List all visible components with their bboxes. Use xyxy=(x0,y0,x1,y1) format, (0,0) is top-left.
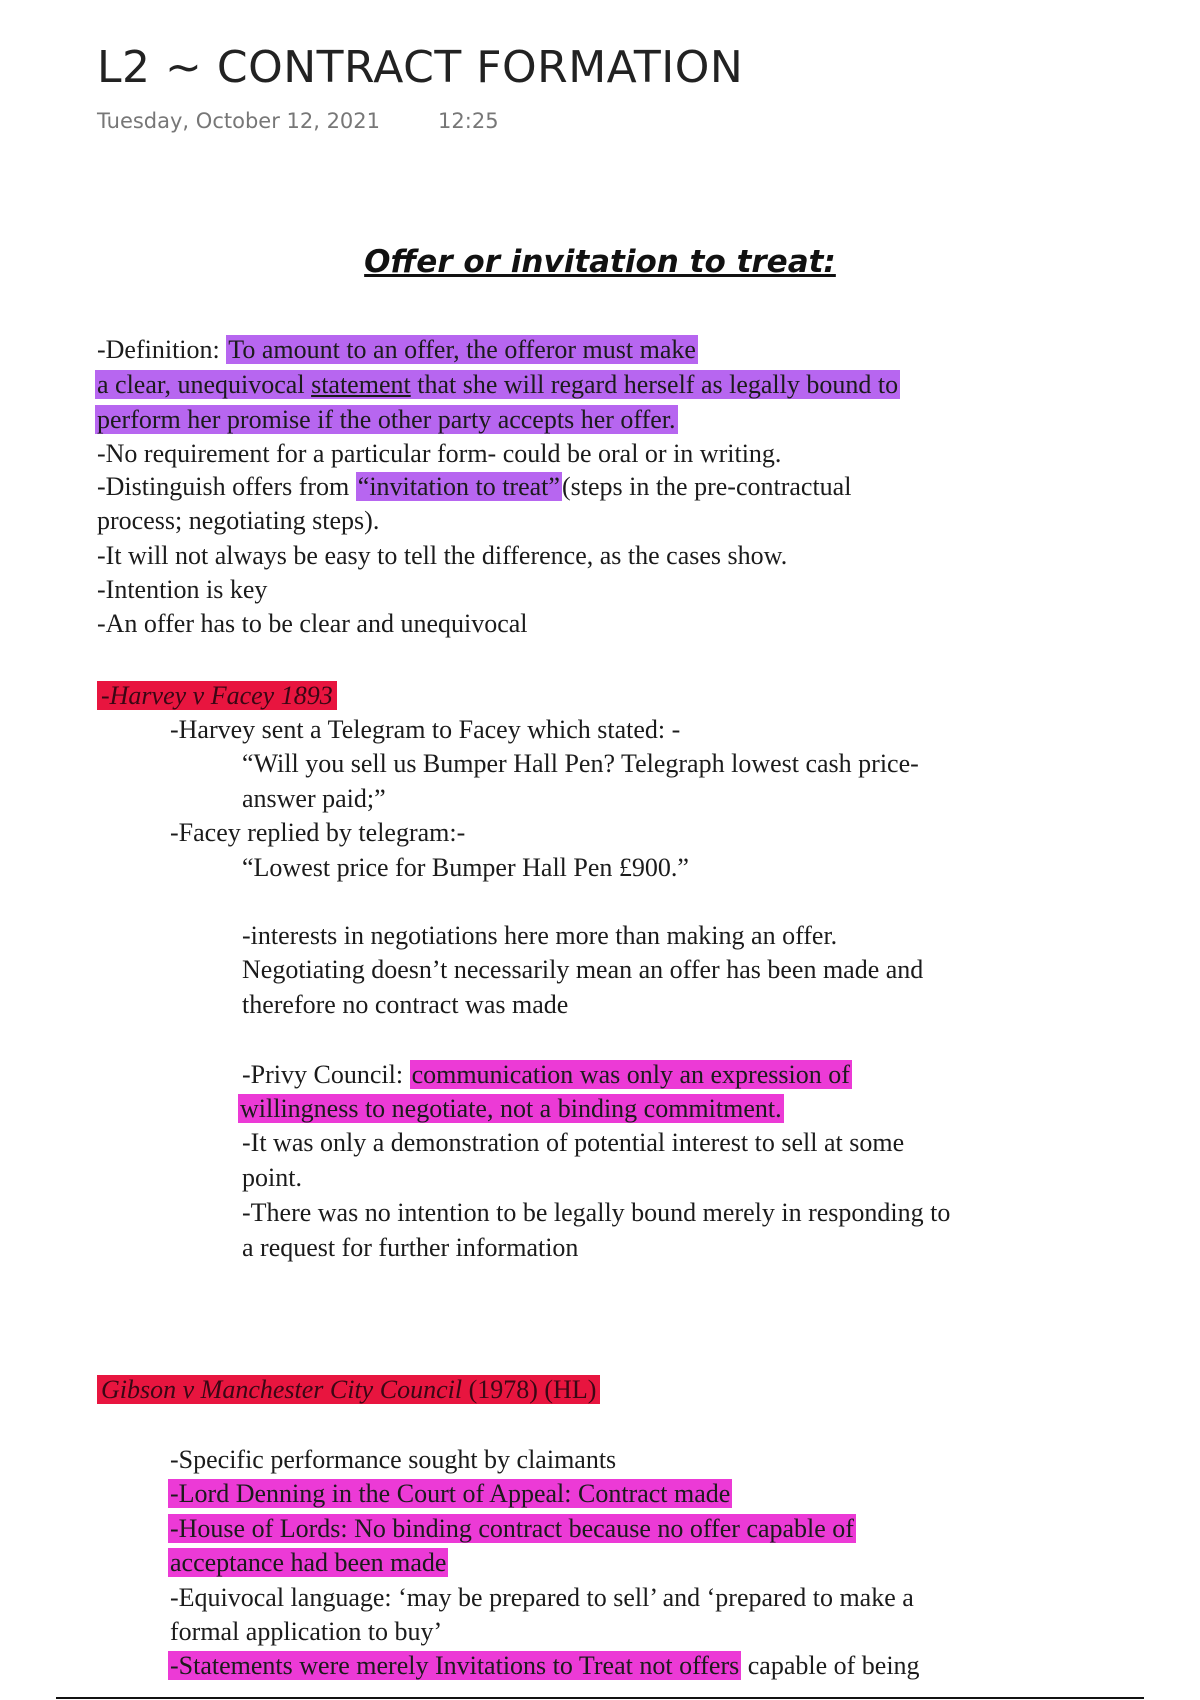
definition-highlight: perform her promise if the other party accepts her offer. xyxy=(97,405,676,434)
underlined-word: statement xyxy=(311,370,411,399)
harvey-line-11: -It was only a demonstration of potential interest to sell at some xyxy=(242,1128,905,1157)
harvey-line-8: therefore no contract was made xyxy=(242,990,569,1019)
definition-highlight: a clear, unequivocal statement that she will regard herself as legally bound to xyxy=(97,370,899,399)
harvey-line-2: “Will you sell us Bumper Hall Pen? Telegraph lowest cash price- xyxy=(242,749,919,778)
definition-label: -Definition: xyxy=(97,335,227,364)
note-date: Tuesday, October 12, 2021 xyxy=(97,109,381,133)
case-title-gibson: Gibson v Manchester City Council (1978) (HL) xyxy=(97,1373,600,1407)
gibson-line-2 xyxy=(168,1477,732,1511)
definition-line-3 xyxy=(95,403,678,437)
page-title: L2 ~ CONTRACT FORMATION xyxy=(97,42,744,93)
harvey-line-7: Negotiating doesn’t necessarily mean an offer has been made and xyxy=(242,955,924,984)
gibson-highlight: -Lord Denning in the Court of Appeal: Contract made xyxy=(170,1479,731,1508)
gibson-line-7: -Statements were merely Invitations to Treat not offers capable of being xyxy=(170,1651,920,1680)
harvey-line-3: answer paid;” xyxy=(242,784,386,813)
gibson-line-1: -Specific performance sought by claimants xyxy=(170,1445,617,1474)
note-timestamp xyxy=(97,109,743,133)
point-form: -No requirement for a particular form- could be oral or in writing. xyxy=(97,439,782,468)
harvey-line-4: -Facey replied by telegram:- xyxy=(170,818,466,847)
point-distinguish-cont: process; negotiating steps). xyxy=(97,506,380,535)
harvey-line-1: -Harvey sent a Telegram to Facey which stated: - xyxy=(170,715,681,744)
point-distinguish: -Distinguish offers from “invitation to treat”(steps in the pre-contractual xyxy=(97,472,852,501)
section-heading: Offer or invitation to treat: xyxy=(364,244,836,280)
gibson-line-5: -Equivocal language: ‘may be prepared to sell’ and ‘prepared to make a xyxy=(170,1583,914,1612)
gibson-line-3 xyxy=(168,1512,856,1546)
harvey-line-10 xyxy=(238,1092,784,1126)
harvey-line-9: -Privy Council: communication was only an expression of xyxy=(242,1060,850,1089)
case-title-harvey: -Harvey v Facey 1893 xyxy=(97,679,337,713)
harvey-line-14: a request for further information xyxy=(242,1233,579,1262)
privy-council-highlight: willingness to negotiate, not a binding commitment. xyxy=(240,1094,782,1123)
note-time: 12:25 xyxy=(438,109,499,133)
page-bottom-rule xyxy=(56,1697,1144,1699)
gibson-highlight: -House of Lords: No binding contract because no offer capable of xyxy=(170,1514,854,1543)
gibson-highlight: -Statements were merely Invitations to Treat not offers xyxy=(170,1651,740,1680)
harvey-line-6: -interests in negotiations here more than making an offer. xyxy=(242,921,838,950)
point-clear: -An offer has to be clear and unequivocal xyxy=(97,609,528,638)
harvey-line-5: “Lowest price for Bumper Hall Pen £900.” xyxy=(242,853,689,882)
harvey-line-13: -There was no intention to be legally bound merely in responding to xyxy=(242,1198,951,1227)
point-intention: -Intention is key xyxy=(97,575,268,604)
note-header xyxy=(97,42,743,133)
invitation-highlight: “invitation to treat” xyxy=(357,472,560,501)
definition-line-1 xyxy=(97,333,698,367)
definition-line-2 xyxy=(95,368,900,402)
gibson-line-6: formal application to buy’ xyxy=(170,1617,443,1646)
gibson-line-4 xyxy=(168,1546,448,1580)
point-difference: -It will not always be easy to tell the difference, as the cases show. xyxy=(97,541,788,570)
definition-highlight: To amount to an offer, the offeror must make xyxy=(228,335,696,364)
harvey-line-12: point. xyxy=(242,1163,302,1192)
gibson-highlight: acceptance had been made xyxy=(170,1548,447,1577)
privy-council-highlight: communication was only an expression of xyxy=(411,1060,850,1089)
